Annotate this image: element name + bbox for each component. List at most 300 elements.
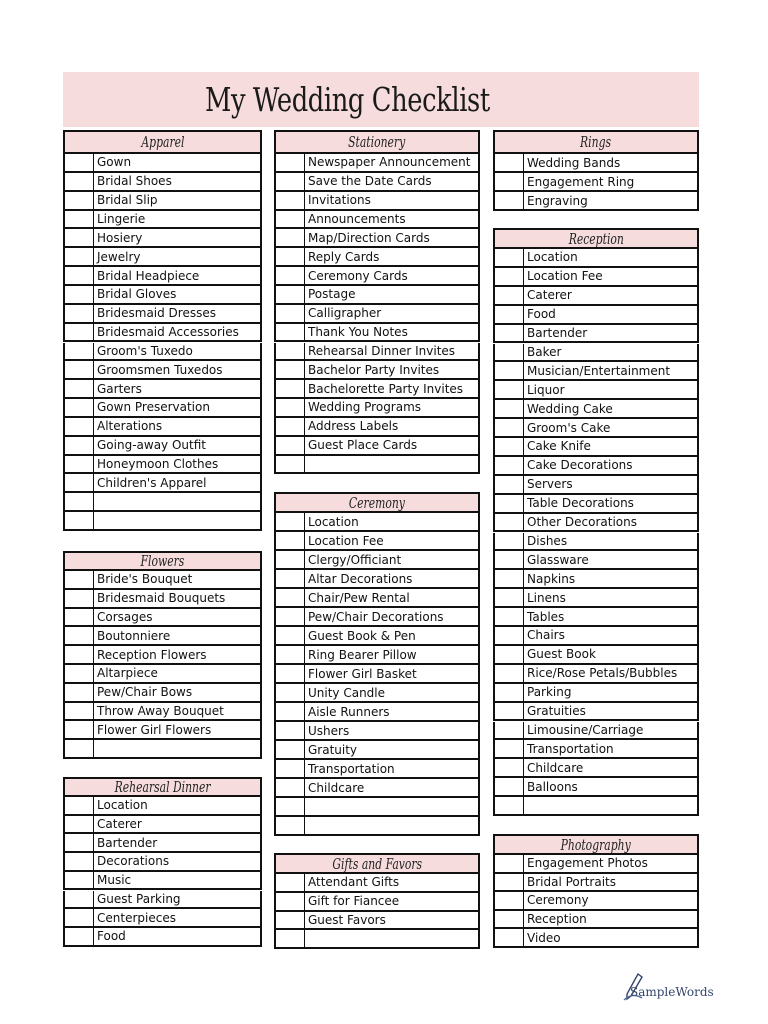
section-heading [493,228,699,249]
checkbox-cell[interactable] [495,874,524,891]
checkbox-cell[interactable] [65,474,94,491]
checklist-item-label: Baker [527,344,562,359]
checklist-row [493,268,699,287]
checklist-item-label: Newspaper Announcement [308,155,471,170]
checkbox-cell[interactable] [276,211,305,228]
checklist-item-label: Food [97,929,126,944]
checklist-row [63,192,262,211]
checklist-row [63,305,262,324]
checkbox-cell[interactable] [65,493,94,510]
checkbox-cell[interactable] [65,286,94,303]
checkbox-cell[interactable] [276,684,305,701]
checklist-row [274,456,480,475]
logo-text: SampleWords [630,985,714,999]
checklist-item-label: Ceremony Cards [308,268,408,283]
checklist-row [274,570,480,589]
checklist-row [274,229,480,248]
checkbox-cell[interactable] [276,173,305,190]
section-heading [274,492,480,513]
checkbox-cell[interactable] [276,798,305,815]
checklist-row [493,665,699,684]
checkbox-cell[interactable] [276,324,305,341]
checkbox-cell[interactable] [495,665,524,682]
checkbox-cell[interactable] [65,324,94,341]
checklist-row [274,305,480,324]
checklist-item-label: Bridal Headpiece [97,268,200,283]
checkbox-cell[interactable] [276,305,305,322]
checklist-item-label: Rehearsal Dinner Invites [308,343,456,358]
checkbox-cell[interactable] [495,646,524,663]
checklist-row [274,154,480,173]
checklist-row [274,930,480,949]
checklist-item-label: Balloons [527,779,578,794]
checkbox-cell[interactable] [495,325,524,342]
checkbox-cell[interactable] [276,399,305,416]
checklist-row [493,589,699,608]
checkbox-cell[interactable] [276,817,305,834]
checkbox-cell[interactable] [65,834,94,851]
checkbox-cell[interactable] [276,154,305,171]
checklist-item-label: Linens [527,590,566,605]
checkbox-cell[interactable] [495,533,524,550]
checklist-row [274,267,480,286]
checklist-item-label: Bridesmaid Bouquets [97,591,226,606]
checklist-row [274,361,480,380]
checklist-item-label: Bartender [97,835,158,850]
checklist-item-label: Flower Girl Flowers [97,722,212,737]
checkbox-cell[interactable] [65,267,94,284]
checkbox-cell[interactable] [276,532,305,549]
section-apparel [63,130,262,531]
checklist-row [274,817,480,836]
checklist-item-label: Save the Date Cards [308,174,432,189]
checklist-row [63,493,262,512]
checklist-item-label: Flower Girl Basket [308,666,417,681]
checklist-row [493,438,699,457]
checklist-row [493,874,699,893]
checklist-row [63,721,262,740]
checklist-item-label: Guest Book & Pen [308,628,416,643]
checklist-item-label: Gown Preservation [97,400,210,415]
checklist-item-label: Liquor [527,382,565,397]
checklist-item-label: Rice/Rose Petals/Bubbles [527,666,678,681]
section-heading [274,130,480,154]
checklist-row [63,248,262,267]
checklist-row [63,437,262,456]
checklist-item-label: Reply Cards [308,249,380,264]
checkbox-cell[interactable] [65,305,94,322]
checkbox-cell[interactable] [276,912,305,929]
checklist-row [493,287,699,306]
checkbox-cell[interactable] [65,609,94,626]
checklist-item-label: Groomsmen Tuxedos [97,362,223,377]
checklist-row [63,703,262,722]
checkbox-cell[interactable] [276,893,305,910]
checklist-item-label: Unity Candle [308,685,386,700]
checklist-row [493,608,699,627]
checkbox-cell[interactable] [65,571,94,588]
checklist-item-label: Location Fee [527,269,603,284]
checkbox-cell[interactable] [65,192,94,209]
checklist-item-label: Cake Knife [527,439,591,454]
section-heading [493,834,699,855]
checklist-item-label: Video [527,930,561,945]
checkbox-cell[interactable] [495,722,524,739]
checklist-row [493,457,699,476]
checkbox-cell[interactable] [495,911,524,928]
checklist-row [274,380,480,399]
checklist-row [63,740,262,759]
checkbox-cell[interactable] [276,665,305,682]
checkbox-cell[interactable] [495,173,524,190]
checklist-item-label: Glassware [527,552,589,567]
checkbox-cell[interactable] [495,438,524,455]
checklist-row [493,249,699,268]
checkbox-cell[interactable] [276,343,305,360]
checkbox-cell[interactable] [65,797,94,814]
checkbox-cell[interactable] [65,248,94,265]
checklist-item-label: Reception Flowers [97,647,207,662]
checklist-row [274,513,480,532]
section-photography [493,834,699,948]
checklist-row [63,380,262,399]
checklist-item-label: Bride's Bouquet [97,572,193,587]
checkbox-cell[interactable] [495,306,524,323]
checklist-item-label: Other Decorations [527,515,637,530]
checkbox-cell[interactable] [276,608,305,625]
checklist-row [63,474,262,493]
checkbox-cell[interactable] [65,399,94,416]
checkbox-cell[interactable] [65,891,94,908]
checkbox-cell[interactable] [65,816,94,833]
checklist-item-label: Pew/Chair Decorations [308,609,444,624]
checkbox-cell[interactable] [276,361,305,378]
checkbox-cell[interactable] [495,608,524,625]
checklist-row [63,909,262,928]
checkbox-cell[interactable] [65,380,94,397]
checkbox-cell[interactable] [495,627,524,644]
section-heading-text: Stationery [348,133,406,151]
checklist-row [493,759,699,778]
checkbox-cell[interactable] [276,513,305,530]
checklist-row [63,456,262,475]
checkbox-cell[interactable] [495,684,524,701]
checklist-item-label: Transportation [527,741,614,756]
checkbox-cell[interactable] [276,229,305,246]
checklist-item-label: Going-away Outfit [97,438,206,453]
checklist-item-label: Lingerie [97,211,146,226]
checklist-row [274,173,480,192]
checkbox-cell[interactable] [276,779,305,796]
checkbox-cell[interactable] [495,419,524,436]
checkbox-cell[interactable] [276,930,305,947]
checklist-row [274,532,480,551]
checklist-item-label: Bartender [527,326,588,341]
checklist-row [63,267,262,286]
checklist-item-label: Location [527,250,578,265]
checklist-item-label: Jewelry [97,249,141,264]
checklist-row [493,533,699,552]
section-heading-text: Rehearsal Dinner [114,778,211,796]
checkbox-cell[interactable] [495,476,524,493]
checkbox-cell[interactable] [65,909,94,926]
checklist-item-label: Cake Decorations [527,458,633,473]
checkbox-cell[interactable] [495,778,524,795]
checkbox-cell[interactable] [276,437,305,454]
checklist-item-label: Honeymoon Clothes [97,457,219,472]
checklist-item-label: Thank You Notes [308,325,408,340]
checklist-row [493,400,699,419]
checklist-item-label: Caterer [527,288,572,303]
checkbox-cell[interactable] [495,249,524,266]
checkbox-cell[interactable] [495,514,524,531]
checklist-row [274,192,480,211]
checkbox-cell[interactable] [495,740,524,757]
checklist-row [63,229,262,248]
section-heading-text: Rings [580,133,612,151]
checklist-row [63,512,262,531]
checkbox-cell[interactable] [276,418,305,435]
checklist-item-label: Ushers [308,723,350,738]
checkbox-cell[interactable] [495,759,524,776]
checkbox-cell[interactable] [65,665,94,682]
checkbox-cell[interactable] [65,229,94,246]
checkbox-cell[interactable] [276,551,305,568]
checklist-item-label: Guest Parking [97,891,181,906]
checklist-row [274,418,480,437]
checkbox-cell[interactable] [495,892,524,909]
checklist-row [493,173,699,192]
section-heading-text: Gifts and Favors [332,854,422,873]
checklist-item-label: Tables [527,609,565,624]
checklist-item-label: Music [97,873,132,888]
checklist-row [63,343,262,362]
checkbox-cell[interactable] [65,343,94,360]
checklist-row [274,741,480,760]
checklist-row [274,798,480,817]
checkbox-cell[interactable] [65,361,94,378]
checkbox-cell[interactable] [276,627,305,644]
checkbox-cell[interactable] [495,381,524,398]
checkbox-cell[interactable] [65,437,94,454]
checklist-item-label: Ring Bearer Pillow [308,647,417,662]
checkbox-cell[interactable] [276,248,305,265]
checklist-row [274,646,480,665]
checkbox-cell[interactable] [495,268,524,285]
checklist-row [274,589,480,608]
checklist-row [274,684,480,703]
checklist-row [63,571,262,590]
checklist-item-label: Postage [308,287,356,302]
checklist-item-label: Guest Favors [308,912,386,927]
checklist-item-label: Hosiery [97,230,143,245]
checklist-row [493,192,699,211]
checklist-row [493,514,699,533]
checklist-item-label: Wedding Bands [527,155,621,170]
checklist-row [274,760,480,779]
checklist-item-label: Groom's Cake [527,420,611,435]
section-heading [63,130,262,154]
checkbox-cell[interactable] [495,570,524,587]
checklist-row [493,722,699,741]
checklist-row [493,797,699,816]
checkbox-cell[interactable] [276,570,305,587]
checklist-item-label: Reception [527,912,587,927]
checklist-item-label: Location [97,798,148,813]
checklist-item-label: Attendant Gifts [308,875,400,890]
checklist-item-label: Decorations [97,854,170,869]
checklist-item-label: Engagement Photos [527,856,648,871]
checklist-item-label: Servers [527,477,573,492]
checkbox-cell[interactable] [495,929,524,946]
checkbox-cell[interactable] [495,589,524,606]
checklist-row [274,343,480,362]
checklist-item-label: Pew/Chair Bows [97,685,193,700]
checklist-item-label: Limousine/Carriage [527,722,644,737]
checklist-row [274,608,480,627]
checkbox-cell[interactable] [65,703,94,720]
checkbox-cell[interactable] [276,646,305,663]
checklist-item-label: Clergy/Officiant [308,552,402,567]
checkbox-cell[interactable] [65,872,94,889]
checklist-item-label: Engagement Ring [527,174,635,189]
checkbox-cell[interactable] [65,721,94,738]
checklist-item-label: Address Labels [308,419,399,434]
section-ceremony [274,492,480,836]
checkbox-cell[interactable] [495,703,524,720]
checklist-row [493,740,699,759]
checkbox-cell[interactable] [276,703,305,720]
checkbox-cell[interactable] [495,855,524,872]
checklist-item-label: Centerpieces [97,910,176,925]
checkbox-cell[interactable] [495,797,524,814]
checkbox-cell[interactable] [495,154,524,171]
checkbox-cell[interactable] [495,495,524,512]
checkbox-cell[interactable] [65,154,94,171]
checklist-item-label: Bridal Gloves [97,287,177,302]
checklist-row [493,778,699,797]
checkbox-cell[interactable] [65,684,94,701]
checkbox-cell[interactable] [65,512,94,529]
checklist-item-label: Bridal Shoes [97,174,172,189]
checklist-item-label: Guest Place Cards [308,438,418,453]
checklist-item-label: Throw Away Bouquet [97,703,224,718]
section-heading [274,853,480,874]
checklist-item-label: Invitations [308,193,371,208]
checklist-row [63,211,262,230]
checklist-row [63,361,262,380]
section-gifts-and-favors [274,853,480,949]
checklist-row [493,855,699,874]
checkbox-cell[interactable] [495,400,524,417]
checkbox-cell[interactable] [495,551,524,568]
checklist-item-label: Childcare [527,760,584,775]
checkbox-cell[interactable] [276,741,305,758]
checklist-item-label: Altarpiece [97,666,158,681]
checklist-item-label: Food [527,307,556,322]
checkbox-cell[interactable] [65,456,94,473]
checklist-row [493,495,699,514]
samplewords-logo [622,972,714,1006]
checkbox-cell[interactable] [495,344,524,361]
checklist-row [493,381,699,400]
checklist-row [63,684,262,703]
checkbox-cell[interactable] [65,627,94,644]
checklist-row [63,646,262,665]
checkbox-cell[interactable] [276,760,305,777]
checkbox-cell[interactable] [65,928,94,945]
checklist-row [63,853,262,872]
checklist-item-label: Bridesmaid Dresses [97,306,216,321]
checkbox-cell[interactable] [276,380,305,397]
checkbox-cell[interactable] [65,418,94,435]
checklist-item-label: Bridal Portraits [527,874,616,889]
section-heading-text: Apparel [140,133,185,151]
checkbox-cell[interactable] [495,362,524,379]
checklist-row [63,816,262,835]
checkbox-cell[interactable] [65,173,94,190]
checklist-row [63,173,262,192]
checkbox-cell[interactable] [276,456,305,473]
checklist-row [63,286,262,305]
checklist-row [274,627,480,646]
checklist-row [493,325,699,344]
checklist-item-label: Parking [527,685,572,700]
checklist-item-label: Bachelorette Party Invites [308,381,464,396]
checkbox-cell[interactable] [65,590,94,607]
checklist-row [493,306,699,325]
checklist-item-label: Guest Book [527,647,596,662]
checkbox-cell[interactable] [276,722,305,739]
checkbox-cell[interactable] [65,211,94,228]
section-heading-text: Flowers [140,552,185,570]
checkbox-cell[interactable] [276,874,305,891]
checklist-row [493,684,699,703]
checkbox-cell[interactable] [495,457,524,474]
page-title: My Wedding Checklist [205,80,490,119]
checklist-item-label: Childcare [308,780,365,795]
checklist-item-label: Location Fee [308,533,384,548]
checkbox-cell[interactable] [276,267,305,284]
checkbox-cell[interactable] [65,646,94,663]
checklist-item-label: Gratuities [527,704,586,719]
checkbox-cell[interactable] [65,853,94,870]
checklist-row [274,703,480,722]
checklist-item-label: Gratuity [308,742,358,757]
checklist-item-label: Calligrapher [308,306,382,321]
checklist-item-label: Bridal Slip [97,193,158,208]
checklist-row [63,665,262,684]
checkbox-cell[interactable] [65,740,94,757]
section-heading-text: Reception [568,229,624,248]
checkbox-cell[interactable] [276,192,305,209]
checklist-item-label: Children's Apparel [97,475,207,490]
checkbox-cell[interactable] [276,589,305,606]
section-heading-text: Photography [560,835,632,854]
checklist-item-label: Ceremony [527,893,589,908]
checklist-item-label: Bachelor Party Invites [308,362,440,377]
checklist-item-label: Napkins [527,571,576,586]
checklist-item-label: Gift for Fiancee [308,894,400,909]
section-heading [493,130,699,154]
checkbox-cell[interactable] [495,287,524,304]
checklist-row [63,324,262,343]
checklist-row [493,929,699,948]
checkbox-cell[interactable] [276,286,305,303]
checklist-row [274,874,480,893]
checkbox-cell[interactable] [495,192,524,209]
checklist-item-label: Boutonniere [97,628,171,643]
